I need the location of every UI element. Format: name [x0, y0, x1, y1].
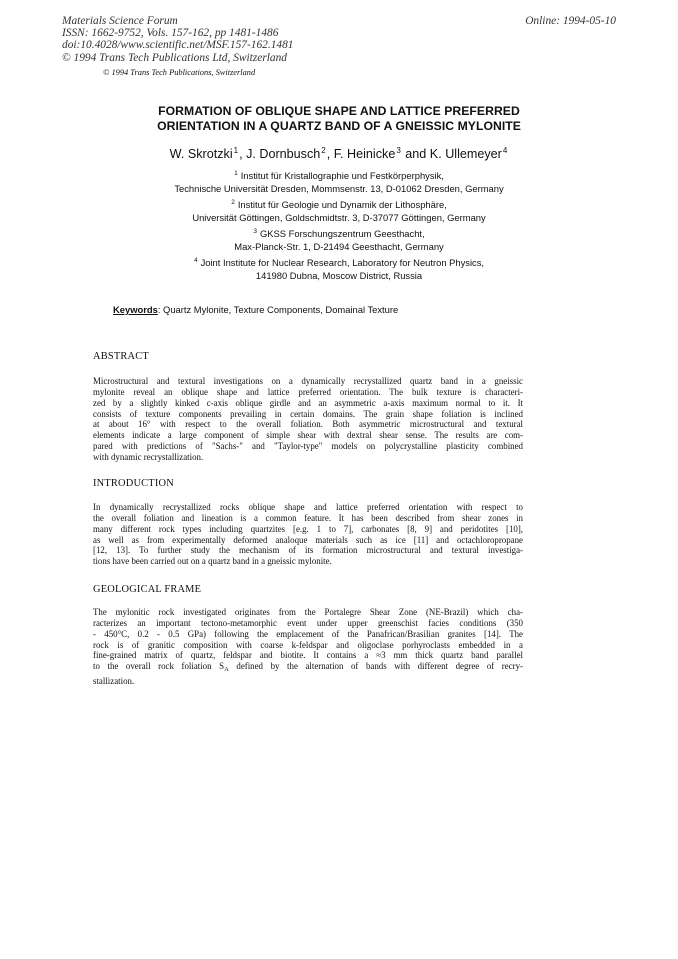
author-list	[60, 146, 618, 161]
affiliation-line: Institut für Kristallographie und Festkörperphysik,	[240, 170, 444, 181]
affiliation-line: Institut für Geologie und Dynamik der Lithosphäre,	[237, 199, 447, 210]
text-line: racterizes an important tectono-metamorphic event under upper greenschist facies conditions (350	[93, 617, 523, 628]
text-line: as well as from experimentally deformed analoque materials such as ice [11] and octachloropropane	[93, 534, 523, 545]
affiliation-mark: 3	[253, 228, 257, 235]
affiliation-line: Universität Göttingen, Goldschmidtstr. 3, D-37077 Göttingen, Germany	[192, 212, 486, 224]
text-line: many different rock types including quartzites [e.g. 1 to 7], carbonates [8, 9] and peridotites [10],	[93, 523, 523, 534]
author-affiliation-mark: 4	[502, 146, 508, 155]
text-line: mylonite reveal an oblique shape and lattice preferred orientation. The bulk texture is characteri-	[93, 386, 523, 397]
keywords-text: : Quartz Mylonite, Texture Components, Domainal Texture	[157, 304, 399, 315]
journal-name: Materials Science Forum	[62, 15, 178, 27]
introduction-text	[93, 502, 523, 567]
author-name: K. Ullemeyer	[429, 147, 502, 161]
author-affiliation-mark: 2	[321, 146, 326, 155]
affiliation-2	[60, 196, 618, 224]
text-line: stallization.	[93, 676, 135, 687]
publisher-copyright: © 1994 Trans Tech Publications, Switzerland	[103, 68, 256, 77]
text-line: Microstructural and textural investigations on a dynamically recrystallized quartz band in a gneissic	[93, 376, 523, 386]
abstract-text	[93, 376, 523, 463]
text-line	[93, 661, 523, 676]
author-name: J. Dornbusch	[246, 147, 321, 161]
title-line: ORIENTATION IN A QUARTZ BAND OF A GNEISSIC MYLONITE	[157, 119, 521, 133]
keywords-label: Keywords	[113, 304, 158, 315]
doi-line[interactable]: doi:10.4028/www.scientific.net/MSF.157-162.1481	[62, 39, 294, 52]
title-line: FORMATION OF OBLIQUE SHAPE AND LATTICE PREFERRED	[158, 104, 520, 118]
abstract-heading: ABSTRACT	[93, 351, 149, 362]
text-line: The mylonitic rock investigated originates from the Portalegre Shear Zone (NE-Brazil) which cha-	[93, 607, 523, 617]
affiliation-line: Max-Planck-Str. 1, D-21494 Geesthacht, Germany	[234, 241, 444, 253]
text-line: zed by a slightly kinked c-axis oblique girdle and an asymmetric a-axis maximum normal to it. It	[93, 397, 523, 408]
geological-frame-heading: GEOLOGICAL FRAME	[93, 584, 202, 595]
text-line: [12, 13]. To further study the mechanism of its formation microstructural and textural investiga-	[93, 545, 523, 556]
text-line: In dynamically recrystallized rocks oblique shape and lattice preferred orientation with respect to	[93, 502, 523, 512]
affiliation-line: Technische Universität Dresden, Mommsenstr. 13, D-01062 Dresden, Germany	[174, 183, 504, 195]
paper-title	[60, 104, 618, 134]
affiliation-3	[60, 225, 618, 253]
affiliation-line: GKSS Forschungszentrum Geesthacht,	[259, 228, 425, 239]
text-line: the overall foliation and lineation is a common feature. It has been described from shear zones in	[93, 512, 523, 523]
affiliation-mark: 4	[193, 257, 198, 264]
text-line: tions have been carried out on a quartz band in a gneissic mylonite.	[93, 556, 332, 567]
text-line: with dynamic recrystallization.	[93, 451, 204, 462]
author-separator: and	[401, 147, 430, 161]
author-name: F. Heinicke	[333, 147, 396, 161]
issn-line: ISSN: 1662-9752, Vols. 157-162, pp 1481-1486	[62, 27, 279, 40]
affiliation-mark: 2	[231, 199, 235, 206]
text-line: pared with predictions of "Sachs-" and "Taylor-type" models on polycrystalline plasticity combined	[93, 441, 523, 452]
text-fragment: to the overall rock foliation S	[93, 661, 225, 672]
text-line: fine-grained matrix of quartz, feldspar and biotite. It contains a ≈3 mm thick quartz band parallel	[93, 650, 523, 661]
affiliation-4	[60, 254, 618, 282]
keywords	[113, 304, 398, 315]
affiliation-mark: 1	[234, 170, 238, 177]
text-line: elements indicate a large component of simple shear with dextral shear sense. The results are com-	[93, 430, 523, 441]
author-name: W. Skrotzki	[169, 147, 233, 161]
affiliation-line: Joint Institute for Nuclear Research, Laboratory for Neutron Physics,	[200, 257, 485, 268]
introduction-heading: INTRODUCTION	[93, 478, 174, 489]
text-line: at about 16° with respect to the overall foliation. Both asymmetric microstructural and textural	[93, 419, 523, 430]
foliation-subscript: A	[224, 666, 229, 674]
text-line: consists of texture components prevailing in certain domains. The grain shape foliation is inclined	[93, 408, 523, 419]
affiliation-1	[60, 167, 618, 195]
online-date: Online: 1994-05-10	[525, 15, 616, 27]
affiliation-line: 141980 Dubna, Moscow District, Russia	[255, 270, 423, 282]
text-fragment: defined by the alternation of bands with different degree of recry-	[228, 661, 523, 672]
journal-metadata	[62, 15, 294, 64]
author-affiliation-mark: 1	[233, 146, 239, 155]
text-line: rock is of granitic composition with coarse k-feldspar and oligoclase porhyroclasts embedded in a	[93, 639, 523, 650]
text-line: - 450°C, 0.2 - 0.5 GPa) following the emplacement of the Panafrican/Brasilian granites [14]. The	[93, 628, 523, 639]
author-separator: ,	[326, 147, 334, 161]
geological-frame-text	[93, 607, 523, 687]
copyright-line: © 1994 Trans Tech Publications Ltd, Switzerland	[62, 51, 287, 64]
author-separator: ,	[239, 147, 247, 161]
author-affiliation-mark: 3	[396, 146, 401, 155]
